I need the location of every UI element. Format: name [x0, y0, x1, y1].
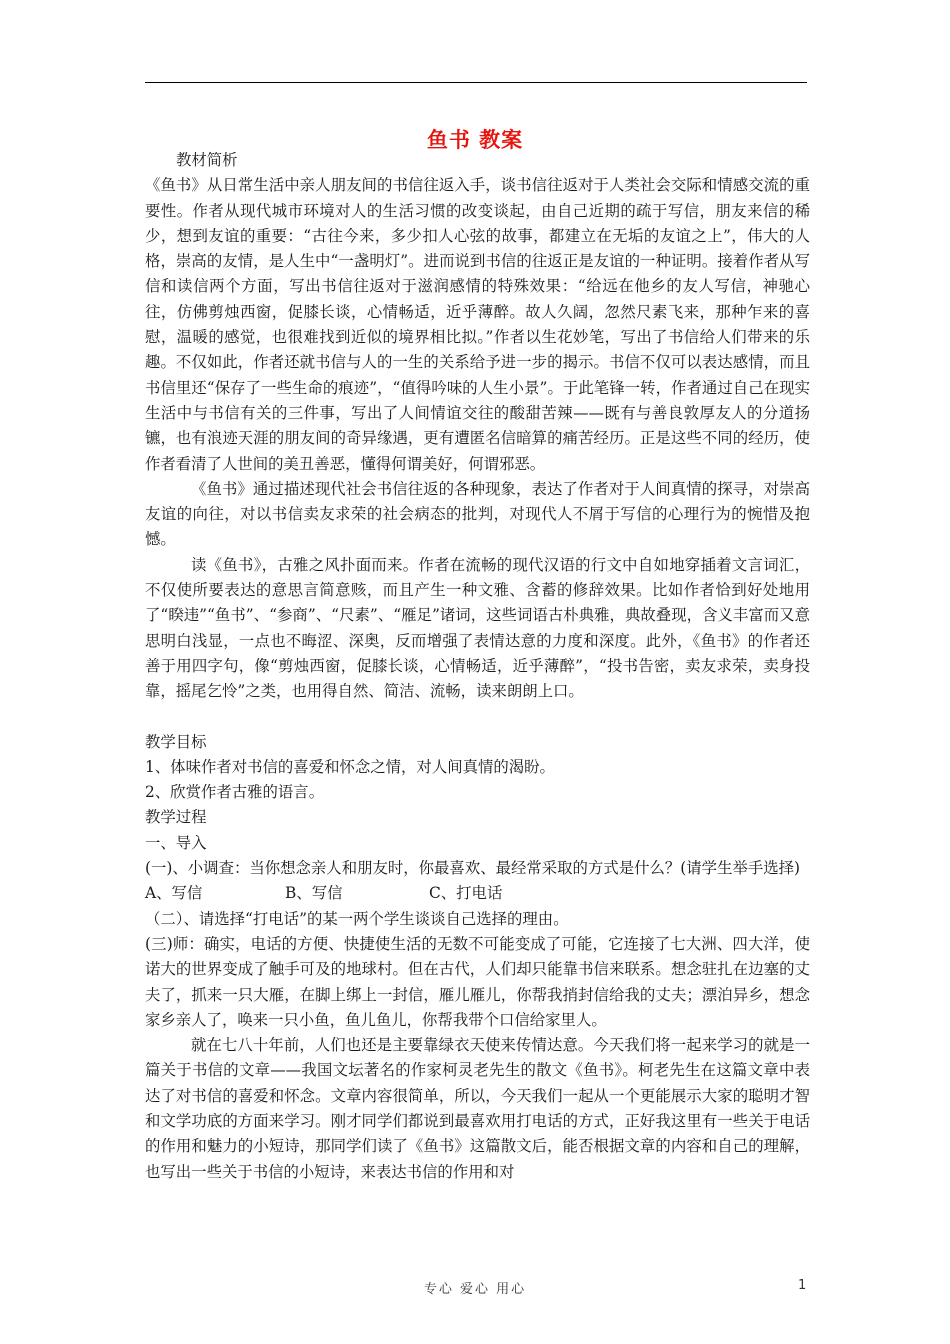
step-heading: 一、导入	[145, 833, 207, 852]
process-heading: 教学过程	[145, 808, 207, 827]
goal-item-2: 2、欣赏作者古雅的语言。	[145, 783, 325, 802]
spacer	[145, 705, 810, 730]
option-a: A、写信	[145, 884, 203, 903]
analysis-paragraph-3: 读《鱼书》，古雅之风扑面而来。作者在流畅的现代汉语的行文中自如地穿插着文言词汇，不仅使所要表达的意思言简意赅，而且产生一种文雅、含蓄的修辞效果。比如作者恰到好处地用了“睽违”“鱼书”、“参商”、“尺素”、“雁足”诸词，这些词语古朴典雅，典故叠现，含义丰富而又意思明白浅显，一点也不晦涩、深奥，反而增强了表情达意的力度和深度。此外，《鱼书》的作者还善于用四字句，像“剪烛西窗，促膝长谈，心情畅适，近乎薄醉”，“投书告密，卖友求荣，卖身投靠，摇尾乞怜”之类，也用得自然、简洁、流畅，读来朗朗上口。	[145, 555, 810, 701]
option-b: B、写信	[285, 884, 343, 903]
survey-question: (一)、小调查：当你想念亲人和朋友时，你最喜欢、最经常采取的方式是什么？(请学生举手选择)	[145, 859, 801, 878]
goals-heading: 教学目标	[145, 732, 207, 751]
analysis-paragraph-2: 《鱼书》通过描述现代社会书信往返的各种现象，表达了作者对于人间真情的探寻，对崇高友谊的向往，对以书信卖友求荣的社会病态的批判，对现代人不屑于写信的心理行为的惋惜及抱憾。	[145, 479, 810, 549]
survey-options	[145, 881, 810, 906]
header-rule	[145, 82, 807, 83]
process-item-3: (三)师：确实，电话的方便、快捷使生活的无数不可能变成了可能，它连接了七大洲、四大洋，使诺大的世界变成了触手可及的地球村。但在古代，人们却只能靠书信来联系。想念驻扎在边塞的丈夫了，抓来一只大雁，在脚上绑上一封信，雁儿雁儿，你帮我捎封信给我的丈夫；漂泊异乡，想念家乡亲人了，唤来一只小鱼，鱼儿鱼儿，你帮我带个口信给家里人。	[145, 934, 810, 1029]
goal-item-1: 1、体味作者对书信的喜爱和怀念之情，对人间真情的渴盼。	[145, 757, 555, 776]
page-footer: 专心 爱心 用心	[423, 1282, 527, 1297]
document-title: 鱼书 教案	[426, 127, 524, 152]
analysis-paragraph-1: 《鱼书》从日常生活中亲人朋友间的书信往返入手，谈书信往返对于人类社会交际和情感交流的重要性。作者从现代城市环境对人的生活习惯的改变谈起，由自己近期的疏于写信，朋友来信的稀少，想到友谊的重要：“古往今来，多少扣人心弦的故事，都建立在无垢的友谊之上”，伟大的人格，崇高的友情，是人生中“一盏明灯”。进而说到书信的往返正是友谊的一种证明。接着作者从写信和读信两个方面，写出书信往返对于滋润感情的特殊效果：“给远在他乡的友人写信，神驰心往，仿佛剪烛西窗，促膝长谈，心情畅适，近乎薄醉。故人久阔，忽然尺素飞来，那种乍来的喜慰，温暖的感觉，也很难找到近似的境界相比拟。”作者以生花妙笔，写出了书信给人们带来的乐趣。不仅如此，作者还就书信与人的一生的关系给予进一步的揭示。书信不仅可以表达感情，而且书信里还“保存了一些生命的痕迹”，“值得吟味的人生小景”。于此笔锋一转，作者通过自己在现实生活中与书信有关的三件事，写出了人间情谊交往的酸甜苦辣——既有与善良敦厚友人的分道扬镳，也有浪迹天涯的朋友间的奇异缘遇，更有遭匿名信暗算的痛苦经历。正是这些不同的经历，使作者看清了人世间的美丑善恶，懂得何谓美好，何谓邪恶。	[145, 176, 810, 473]
process-item-4: 就在七八十年前，人们也还是主要靠绿衣天使来传情达意。今天我们将一起来学习的就是一篇关于书信的文章——我国文坛著名的作家柯灵老先生的散文《鱼书》。柯老先生在这篇文章中表达了对书信的喜爱和怀念。文章内容很简单，所以，今天我们一起从一个更能展示大家的聪明才智和文学功底的方面来学习。刚才同学们都说到最喜欢用打电话的方式，正好我这里有一些关于电话的作用和魅力的小短诗，那同学们读了《鱼书》这篇散文后，能否根据文章的内容和自己的理解，也写出一些关于书信的小短诗，来表达书信的作用和对	[145, 1036, 810, 1181]
process-item-2: （二）、请选择“打电话”的某一两个学生谈谈自己选择的理由。	[145, 909, 569, 928]
option-c: C、打电话	[429, 884, 503, 903]
document-body	[145, 148, 810, 1185]
analysis-heading: 教材简析	[176, 151, 238, 169]
page-number: 1	[798, 1278, 807, 1293]
